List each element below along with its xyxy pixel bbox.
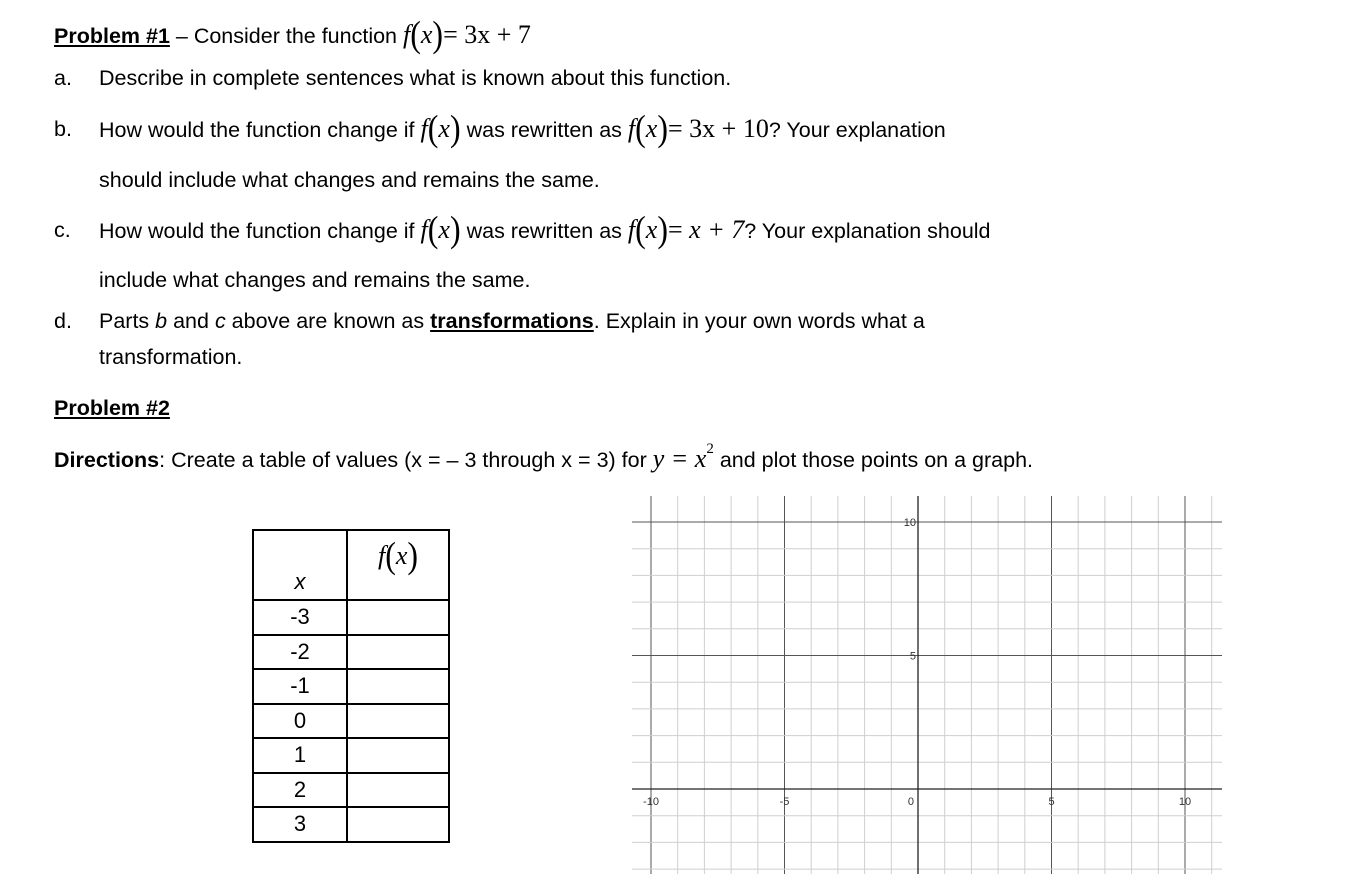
x-tick-label: -10	[643, 796, 659, 808]
directions-line: Directions: Create a table of values (x = – 3 through x = 3) for $y = x^2$ and plot those points on a graph.	[54, 441, 1033, 473]
problem2-heading-line	[54, 396, 170, 421]
table-cell-fx[interactable]	[347, 738, 449, 773]
table-cell-fx[interactable]	[347, 635, 449, 670]
item-c-line2: include what changes and remains the same.	[99, 268, 531, 292]
table-cell-x: 2	[253, 773, 347, 808]
table-row	[253, 669, 449, 704]
table-row	[253, 807, 449, 842]
item-b-line2: should include what changes and remains the same.	[99, 168, 600, 192]
x-tick-label: 10	[1178, 796, 1192, 808]
item-b-text: How would the function change if f(x) was rewritten as f(x)= 3x + 10? Your explanation	[99, 107, 946, 149]
table-cell-fx[interactable]	[347, 600, 449, 635]
coordinate-grid	[632, 496, 1222, 874]
directions-label: Directions	[54, 448, 160, 472]
table-header-row	[253, 530, 449, 600]
table-cell-x: 0	[253, 704, 347, 739]
table-row	[253, 773, 449, 808]
item-d-line2: transformation.	[99, 345, 243, 369]
table-header-x: x	[253, 530, 347, 600]
problem1-heading-line	[54, 13, 531, 55]
item-a-text: Describe in complete sentences what is known about this function.	[99, 66, 732, 90]
item-c-text: How would the function change if f(x) was rewritten as f(x)= x + 7? Your explanation should	[99, 208, 991, 250]
table-cell-fx[interactable]	[347, 773, 449, 808]
table-cell-x: -2	[253, 635, 347, 670]
table-row	[253, 635, 449, 670]
table-row	[253, 738, 449, 773]
item-d-label: d.	[54, 309, 72, 333]
table-cell-x: -3	[253, 600, 347, 635]
table-cell-fx[interactable]	[347, 807, 449, 842]
problem1-intro: – Consider the function	[169, 24, 403, 48]
item-d-text: Parts b and c above are known as transformations. Explain in your own words what a	[99, 309, 925, 333]
table-cell-x: -1	[253, 669, 347, 704]
item-b-label: b.	[54, 117, 72, 141]
table-cell-fx[interactable]	[347, 704, 449, 739]
item-a-label: a.	[54, 66, 72, 90]
x-tick-label: 0	[907, 796, 914, 808]
table-header-fx: f(x)	[347, 530, 449, 600]
problem2-heading: Problem #2	[54, 396, 170, 420]
y-tick-label: 5	[909, 650, 916, 663]
x-tick-label: 5	[1048, 796, 1055, 808]
table-cell-x: 3	[253, 807, 347, 842]
transformations-term: transformations	[430, 309, 594, 333]
x-tick-label: -5	[779, 796, 790, 808]
table-cell-x: 1	[253, 738, 347, 773]
problem1-function: f(x)= 3x + 7	[402, 13, 531, 55]
table-row	[253, 600, 449, 635]
item-c-label: c.	[54, 218, 71, 242]
values-table	[252, 529, 450, 843]
y-tick-label: 10	[903, 517, 916, 529]
directions-equation: $y = x^2$	[652, 441, 714, 473]
table-cell-fx[interactable]	[347, 669, 449, 704]
table-row	[253, 704, 449, 739]
problem1-heading: Problem #1	[54, 24, 170, 48]
